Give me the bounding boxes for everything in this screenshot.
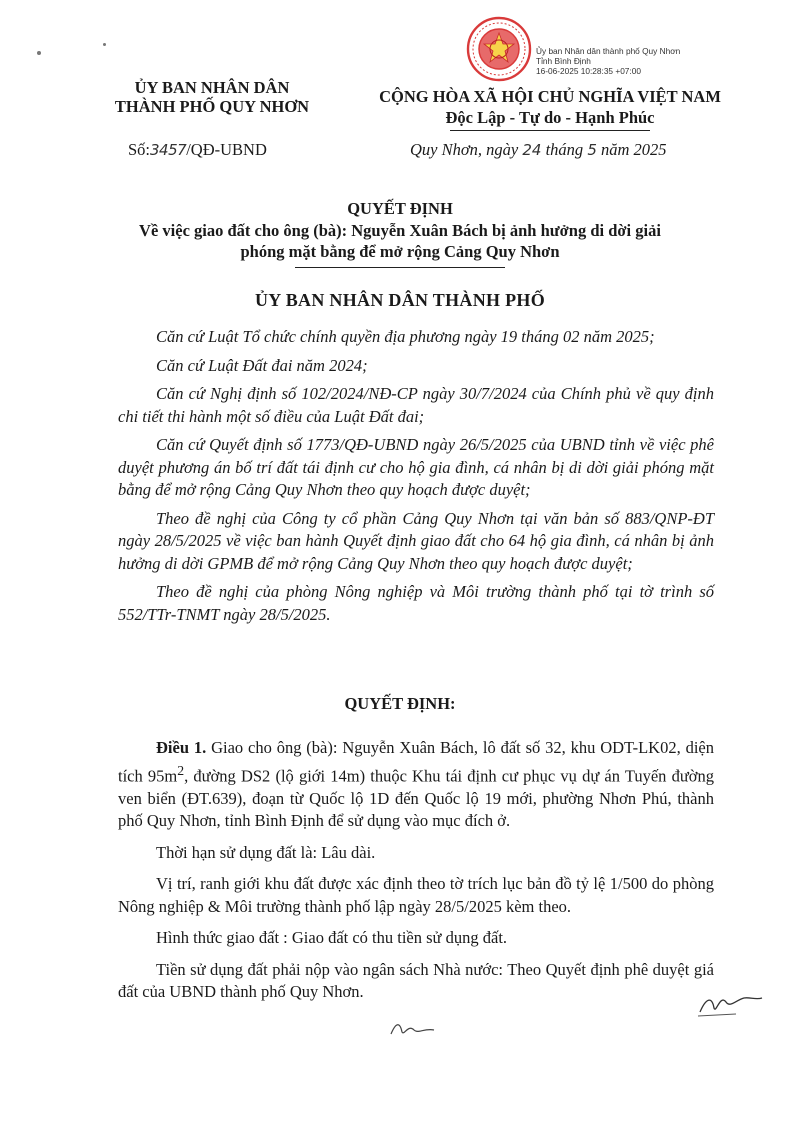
issuing-organization [92,78,332,116]
signer-name: Ủy ban Nhân dân thành phố Quy Nhơn [536,46,681,56]
org-line-2: THÀNH PHỐ QUY NHƠN [114,97,310,116]
initials-signature-icon [696,988,764,1018]
article-1-text-after: , đường DS2 (lộ giới 14m) thuộc Khu tái định cư phục vụ dự án Tuyến đường ven biển (ĐT.639), đoạn từ Quốc lộ 1D đến Quốc lộ 19 mới, phường Nhơn Phú, thành phố Quy Nhơn, tỉnh Bình Định để sử dụng vào mục đích ở. [118,766,714,830]
doc-no-handwritten: 3457 [150,141,187,159]
scan-speck [103,43,106,46]
basis-paragraph: Theo đề nghị của phòng Nông nghiệp và Môi trường thành phố tại tờ trình số 552/TTr-TNMT ngày 28/5/2025. [118,582,714,624]
subject-line-2: phóng mặt bằng để mở rộng Cảng Quy Nhơn [240,242,560,261]
national-emblem-stamp-icon [466,16,532,82]
article-1 [118,737,714,833]
basis-paragraph: Căn cứ Luật Đất đai năm 2024; [156,355,368,375]
place-and-date [410,140,667,160]
article-paragraph: Thời hạn sử dụng đất là: Lâu dài. [156,842,376,862]
place-date-part-1: Quy Nhơn, ngày [410,140,523,159]
signature-timestamp: 16-06-2025 10:28:35 +07:00 [536,66,641,76]
national-heading [360,86,740,131]
digital-signature-info [536,46,680,76]
basis-paragraph: Theo đề nghị của Công ty cổ phần Cảng Quy Nhơn tại văn bản số 883/QNP-ĐT ngày 28/5/2025 về việc ban hành Quyết định giao đất cho 64 hộ gia đình, cá nhân bị ảnh hưởng di dời GPMB để mở rộng Cảng Quy Nhơn theo quy hoạch được duyệt; [118,508,714,573]
decision-heading: QUYẾT ĐỊNH: [344,694,456,713]
org-line-1: ỦY BAN NHÂN DÂN [134,78,290,97]
place-date-part-3: năm 2025 [596,140,667,159]
article-1-label: Điều 1. [156,738,207,757]
basis-paragraph: Căn cứ Nghị định số 102/2024/NĐ-CP ngày 30/7/2024 của Chính phủ về quy định chi tiết thi hành một số điều của Luật Đất đai; [118,384,714,426]
signer-province: Tỉnh Bình Định [536,56,591,66]
initials-mark-icon [388,1016,438,1040]
article-paragraph: Tiền sử dụng đất phải nộp vào ngân sách Nhà nước: Theo Quyết định phê duyệt giá đất của UBND thành phố Quy Nhơn. [118,959,714,1001]
area-superscript: 2 [177,762,185,778]
article-paragraph: Hình thức giao đất : Giao đất có thu tiền sử dụng đất. [156,928,508,947]
decision-articles [118,737,714,1013]
doc-no-prefix: Số: [128,140,151,159]
place-date-part-2: tháng [541,140,588,159]
title-rule [295,267,505,268]
article-1-text-before: Giao cho ông (bà): Nguyễn Xuân Bách, lô đất số 32, khu ODT-LK02, diện tích 95m [118,738,714,785]
document-number [128,140,267,160]
article-paragraph: Vị trí, ranh giới khu đất được xác định theo tờ trích lục bản đồ tỷ lệ 1/500 do phòng Nông nghiệp & Môi trường thành phố lập ngày 28/5/2025 kèm theo. [118,874,714,916]
legal-bases [118,326,714,632]
basis-paragraph: Căn cứ Luật Tổ chức chính quyền địa phương ngày 19 tháng 02 năm 2025; [156,327,655,346]
month-handwritten: 5 [587,141,597,159]
doc-no-suffix: /QĐ-UBND [186,140,267,159]
scan-speck [37,51,41,55]
motto-underline [450,130,650,131]
nation-name: CỘNG HÒA XÃ HỘI CHỦ NGHĨA VIỆT NAM [379,87,721,106]
title-heading: QUYẾT ĐỊNH [347,199,453,218]
day-handwritten: 24 [522,141,542,159]
motto: Độc Lập - Tự do - Hạnh Phúc [445,108,655,127]
authority-heading: ỦY BAN NHÂN DÂN THÀNH PHỐ [254,290,545,310]
basis-paragraph: Căn cứ Quyết định số 1773/QĐ-UBND ngày 26/5/2025 của UBND tỉnh về việc phê duyệt phương án bố trí đất tái định cư cho hộ gia đình, cá nhân bị di dời giải phóng mặt bằng để mở rộng Cảng Quy Nhơn theo quy hoạch được duyệt; [118,435,714,499]
subject-line-1: Về việc giao đất cho ông (bà): Nguyễn Xuân Bách bị ảnh hưởng di dời giải [139,221,661,240]
decision-title [90,198,710,268]
